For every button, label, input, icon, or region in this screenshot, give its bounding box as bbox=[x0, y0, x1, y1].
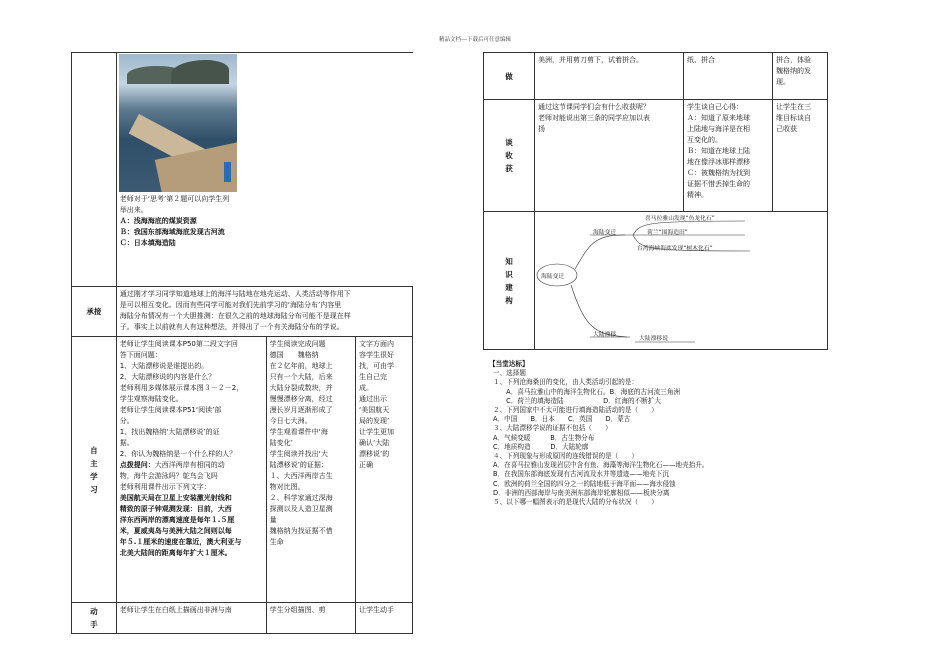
text-line: 老师让学生阅读课本P50第二段文字回 bbox=[119, 340, 238, 348]
question-line: C．地质构造 D．大陆轮廓 bbox=[493, 442, 589, 451]
row-label bbox=[72, 337, 117, 603]
text-line: 探测以及人造卫星测 bbox=[269, 505, 333, 513]
text-line: 生自己完 bbox=[358, 373, 387, 381]
label-char: 收 bbox=[505, 151, 513, 160]
design-intent-cell bbox=[355, 337, 412, 603]
content-cell: 老师让学生在白纸上描画出非洲与南 bbox=[116, 603, 266, 634]
student-activity-cell bbox=[266, 337, 355, 603]
text-line: 米，夏威夷岛与美洲大陆之间则以每 bbox=[119, 527, 232, 535]
text-line: 通过刚才学习同学知道地球上的海洋与陆地在地壳运动、人类活动等作用下 bbox=[119, 290, 351, 298]
label-char: 构 bbox=[505, 295, 513, 305]
content-cell: 学生分组描图、剪 bbox=[266, 603, 355, 634]
text-line: 精致的原子钟观测发现：目前，大西 bbox=[119, 505, 232, 513]
text-line: 海陆分布情况有一个大胆推测：在很久之前的地球海陆分布可能不是现在样 bbox=[119, 312, 351, 320]
text-line: 学生谈自己心得： bbox=[687, 103, 743, 111]
text-line: 学生阅读并找出‘大 bbox=[269, 450, 328, 458]
text-line: 维目标谈自 bbox=[776, 114, 811, 122]
text-line: 2、你认为魏格纳是一个什么样的人？ bbox=[119, 450, 237, 458]
question-line: A．中国 B．日本 C．英国 D．蒙古 bbox=[493, 415, 631, 424]
map-branch-1: 海陆变迁 bbox=[593, 230, 617, 236]
label-char: 学 bbox=[90, 471, 98, 481]
question-line: A．气候变暖 B．古生物分布 bbox=[493, 433, 595, 442]
label-char: 自 bbox=[90, 445, 98, 455]
knowledge-mind-map bbox=[535, 213, 825, 351]
text-line: 答下面问题： bbox=[119, 351, 162, 359]
table-row bbox=[484, 100, 828, 212]
question-line: C．荷兰的填海造陆 D．红海的不断扩大 bbox=[493, 396, 661, 405]
text-line: 老师对于‘思考’第２题可以向学生列 bbox=[119, 195, 230, 203]
text-line: 1、找出魏格纳‘大陆漂移说’的证 bbox=[119, 428, 220, 436]
practice-section bbox=[489, 360, 833, 507]
text-line: 美国航天局在卫星上安装激光射线和 bbox=[119, 494, 232, 502]
text-line: 只有一个大陆，后来 bbox=[269, 373, 333, 381]
text-line: 1、大陆漂移说是谁提出的。 bbox=[119, 362, 209, 370]
text-line: 今日七大洲。 bbox=[269, 417, 312, 425]
row-label: 做 bbox=[484, 53, 535, 100]
text-line: 证据不惜丢掉生命的 bbox=[687, 180, 750, 188]
content-cell: 美洲，并用剪刀剪下，试着拼合。 bbox=[535, 53, 684, 100]
text-line: 文字方面内 bbox=[358, 340, 394, 348]
content-cell bbox=[116, 53, 412, 287]
hint-label: 点拨提问： bbox=[119, 461, 155, 469]
text-line: 学生观察海陆变化。 bbox=[119, 395, 183, 403]
content-cell bbox=[116, 287, 412, 337]
text-line: 互变化的。 bbox=[687, 136, 722, 144]
label-char: 手 bbox=[90, 620, 98, 629]
text-line: Ｃ：被魏格纳为找到 bbox=[687, 169, 750, 177]
text-line: 地在像浮冰那样漂移 bbox=[687, 158, 750, 166]
text-line: 找，可由学 bbox=[358, 362, 394, 370]
text-line: 老师利用多媒体展示课本图３－２－2， bbox=[119, 384, 244, 392]
content-cell: 纸、拼合 bbox=[684, 53, 773, 100]
text-line: 量 bbox=[269, 516, 277, 524]
text-line: 漫长岁月逐渐形成了 bbox=[269, 406, 333, 414]
text-line: 物，海牛会游泳吗？鸵鸟会飞吗 bbox=[119, 472, 218, 480]
text-line: 通过这节课同学们会有什么收获呢？ bbox=[538, 103, 650, 111]
text-line: 是可以相互变化。因而有些同学可能对我们先前学习的‘海陆分布’内容里 bbox=[119, 301, 342, 309]
text-line: 局的发现’ bbox=[358, 417, 390, 425]
hint-text: 大西洋两岸有相同的动 bbox=[154, 461, 225, 469]
text-line: 在２亿年前，地球上 bbox=[269, 362, 333, 370]
text-line: 拼合，体验 bbox=[776, 56, 811, 64]
text-line: ２、科学家通过深海 bbox=[269, 494, 333, 502]
text-line: 举出来。 bbox=[119, 206, 148, 214]
map-leaf: 大陆漂移说 bbox=[639, 336, 668, 342]
content-cell: 让学生动手 bbox=[355, 603, 412, 634]
text-line: 漂移说’的 bbox=[358, 450, 390, 458]
text-line: 让学生更加 bbox=[358, 428, 394, 436]
text-line: 精神。 bbox=[687, 191, 708, 199]
table-row bbox=[72, 337, 413, 603]
row-label bbox=[72, 603, 117, 634]
text-line: 老师让学生阅读课本P51‘阅读’部 bbox=[119, 406, 222, 414]
question-line: ４、下列现象与形成原因的连线错误的是（ ） bbox=[493, 452, 639, 461]
text-line: 年５.１厘米的速度在靠近，澳大利亚与 bbox=[119, 538, 242, 546]
text-line: 学生观看课件中‘海 bbox=[269, 428, 328, 436]
question-line: C．欧洲的荷兰全国的四分之一的陆地低于海平面——海水侵蚀 bbox=[493, 479, 676, 488]
text-line: Ａ：知道了原来地球 bbox=[687, 114, 750, 122]
text-line: 现。 bbox=[776, 78, 790, 86]
question-line: ３、大陆漂移学说的证据不包括（ ） bbox=[493, 424, 612, 433]
question-line: A．喜马拉雅山中的海洋生物化石。B．海底的古河流三角洲 bbox=[493, 387, 681, 396]
text-line: 物对比图。 bbox=[269, 483, 305, 491]
section-title: 【当堂达标】 bbox=[489, 360, 529, 368]
row-label bbox=[484, 212, 535, 350]
teacher-activity-cell bbox=[116, 337, 266, 603]
text-line: 洋东西两岸的漂离速度是每年１.５厘 bbox=[119, 516, 235, 524]
label-char: 主 bbox=[90, 458, 98, 468]
map-branch-2: 大陆漂移 bbox=[593, 332, 617, 338]
text-line: 生命 bbox=[269, 538, 284, 546]
table-row bbox=[484, 53, 828, 100]
table-row bbox=[72, 603, 413, 634]
label-cell-empty bbox=[72, 53, 117, 287]
label-char: 知 bbox=[505, 256, 513, 266]
option-a: Ａ：浅海海底的煤炭资源 bbox=[119, 217, 197, 225]
map-leaf: 台湾海峡海底发现“树木化石” bbox=[637, 246, 713, 252]
text-line: 北美大陆间的距离每年扩大１厘米。 bbox=[119, 549, 232, 557]
table-row bbox=[72, 53, 413, 287]
text-line: 扬 bbox=[538, 125, 545, 133]
text-line: 分。 bbox=[119, 417, 134, 425]
text-line: 魏格纳为找证据不惜 bbox=[269, 527, 333, 535]
text-line: 老师对能说出第三条的同学应加以表 bbox=[538, 114, 650, 122]
text-line: １、大西洋两岸古生 bbox=[269, 472, 333, 480]
question-line: B．在我国东部海底发现有古河流及水井等遗迹——地壳下沉 bbox=[493, 470, 669, 479]
left-lesson-table bbox=[71, 52, 413, 634]
question-line: ２、下列国家中不太可能进行填海造陆活动的是（ ） bbox=[493, 406, 658, 415]
text-line: 容学生很好 bbox=[358, 351, 394, 359]
text-line: 据。 bbox=[119, 439, 134, 447]
label-char: 建 bbox=[505, 282, 513, 292]
label-char: 获 bbox=[505, 164, 513, 173]
text-line: 德国 魏格纳 bbox=[269, 351, 319, 359]
label-char: 识 bbox=[505, 269, 513, 279]
map-leaf: 荷兰“围海造田” bbox=[647, 230, 688, 236]
question-line: 一、选择题 bbox=[493, 369, 526, 378]
question-line: １、下列沧海桑田的变化，由人类活动引起的是： bbox=[493, 378, 639, 387]
map-leaf: 喜马拉雅山发现“鱼龙化石” bbox=[645, 216, 715, 222]
content-cell bbox=[773, 53, 828, 100]
page-header: 精品文档---下载后可任意编辑 bbox=[439, 37, 511, 43]
content-cell bbox=[535, 100, 684, 212]
text-line: 学生阅读完成问题 bbox=[269, 340, 326, 348]
question-line: D．非洲的西部海岸与南美洲东部海岸轮廓相似——板块分离 bbox=[493, 488, 670, 497]
text-line: 魏格纳的发 bbox=[776, 67, 811, 75]
text-line: 陆变化’ bbox=[269, 439, 293, 447]
text-line: 通过出示 bbox=[358, 395, 387, 403]
map-center: 海陆变迁 bbox=[541, 274, 565, 280]
text-line: 2、大陆漂移说的内容是什么？ bbox=[119, 373, 216, 381]
content-cell bbox=[684, 100, 773, 212]
text-line: ‘美国航天 bbox=[358, 406, 390, 414]
row-label bbox=[484, 100, 535, 212]
row-label: 承接 bbox=[72, 287, 117, 337]
text-line: 己收获 bbox=[776, 125, 797, 133]
dam-photo bbox=[119, 54, 237, 192]
text-line: 大陆分裂成数块，并 bbox=[269, 384, 333, 392]
text-line: 确认‘大陆 bbox=[358, 439, 390, 447]
watermark-logo-icon bbox=[224, 162, 231, 182]
text-line: 老师利用课件出示下列文字： bbox=[119, 483, 211, 491]
text-line: 正确 bbox=[358, 461, 373, 469]
text-line: 慢慢漂移分离，经过 bbox=[269, 395, 333, 403]
text-line bbox=[120, 460, 263, 471]
content-cell bbox=[773, 100, 828, 212]
text-line: 子。事实上以前就有人有这种想法，并得出了一个有关海陆分布的学说。 bbox=[119, 323, 344, 331]
option-c: Ｃ：日本填海造陆 bbox=[119, 239, 176, 247]
table-row bbox=[72, 287, 413, 337]
text-line: 让学生在三 bbox=[776, 103, 811, 111]
label-char: 习 bbox=[90, 484, 98, 494]
text-line: 陆漂移说’的证据： bbox=[269, 461, 328, 469]
question-line: A．在喜马拉雅山发现岩层中含有鱼、海藻等海洋生物化石——地壳抬升。 bbox=[493, 461, 709, 470]
text-line: Ｂ：知道在地球上陆 bbox=[687, 147, 750, 155]
question-line: ５、以下哪一幅图表示的是现代大陆的分布状况（ ） bbox=[493, 498, 658, 507]
text-line: 成。 bbox=[358, 384, 373, 392]
label-char: 动 bbox=[90, 607, 98, 616]
text-line: 上陆地与海洋是在相 bbox=[687, 125, 750, 133]
label-char: 谈 bbox=[505, 138, 513, 147]
option-b: Ｂ：我国东部海域海底发现古河流 bbox=[119, 228, 225, 236]
